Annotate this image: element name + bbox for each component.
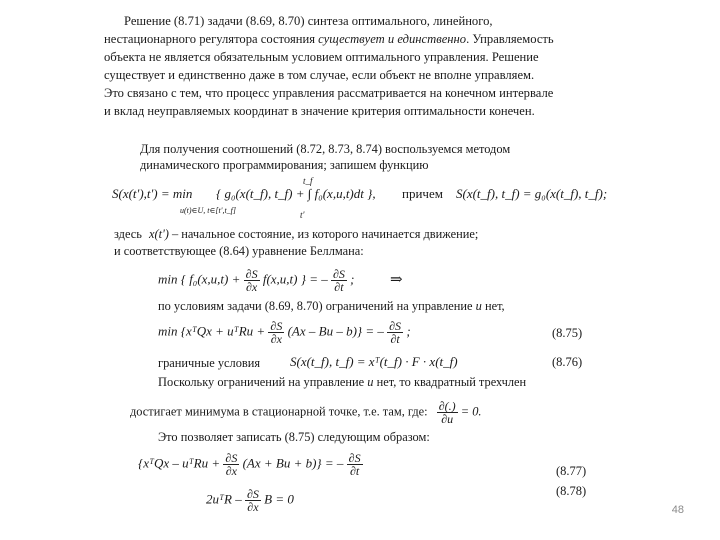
conditions-line: [158, 298, 505, 314]
eq5-partial: $\frac{\partial S}{\partial x}$: [225, 451, 238, 478]
paragraph-2-line-2: динамического программирования; запишем функцию: [140, 158, 429, 172]
eq1-brace-body: { g₀(x(t_f), t_f) + ∫ f₀(x,u,t)dt },: [216, 186, 376, 201]
eq1-under-min: u(t)∈U, t∈[t',t_f]: [180, 206, 236, 215]
eq3-mid: (Ax – Bu – b)} = –: [287, 323, 384, 339]
allows-line: Это позволяет записать (8.75) следующим образом:: [158, 430, 430, 444]
since-a: Поскольку ограничений на управление: [158, 375, 365, 389]
eq3-rhs-partial: $\frac{\partial S}{\partial t}$: [389, 319, 402, 346]
eq2-mid: f(x,u,t) } = –: [262, 271, 328, 287]
eq1-left: S(x(t'),t') = min: [112, 186, 193, 201]
paragraph-1-line-4: существует и единственно даже в том случае, если объект не вполне управляем.: [104, 68, 535, 82]
equation-8-78: [206, 488, 294, 513]
eq2-partial: $\frac{\partial S}{\partial x}$: [245, 267, 258, 294]
paragraph-1-line-3: объекта не является обязательным условием оптимального управления. Решение: [104, 50, 539, 64]
line-2-emphasis: существует и единственно: [318, 32, 467, 46]
equation-number-8-77: (8.77): [556, 464, 587, 478]
eq6-mid: B = 0: [264, 491, 294, 507]
paragraph-2-line-1: Для получения соотношений (8.72, 8.73, 8.74) воспользуемся методом: [140, 142, 511, 156]
since-line: [158, 374, 526, 390]
eq1-int-upper: t_f: [303, 176, 313, 186]
cond-b: нет,: [481, 299, 505, 313]
since-u: u: [367, 375, 374, 389]
eq6-partial: $\frac{\partial S}{\partial x}$: [246, 487, 259, 514]
eq2-min: min: [158, 271, 178, 287]
equation-8-77: [138, 452, 363, 477]
equation-number-8-75: (8.75): [552, 326, 583, 340]
here-a: здесь: [114, 227, 142, 241]
eq3-end: ;: [406, 323, 411, 339]
equation-number-8-78: (8.78): [556, 484, 587, 498]
here-line: [114, 226, 478, 242]
line-2-text-a: нестационарного регулятора состояния: [104, 32, 319, 46]
equation-number-8-76: (8.76): [552, 355, 583, 369]
attains-eq: = 0.: [460, 404, 482, 419]
attains-text: достигает минимума в стационарной точке, т.е. там, где:: [130, 404, 428, 419]
attains-partial: $\frac{\partial(.)}{\partial u}$: [438, 399, 456, 426]
eq5-body: {xᵀQx – uᵀRu +: [138, 455, 221, 471]
paragraph-1-line-5: Это связано с тем, что процесс управления рассматривается на конечном интервале: [104, 86, 554, 100]
cond-a: по условиям задачи (8.69, 8.70) ограничений на управление: [158, 299, 473, 313]
eq1-where: причем: [402, 186, 443, 201]
equation-8-76: S(x(t_f), t_f) = xᵀ(t_f) · F · x(t_f): [290, 354, 458, 369]
eq3-min: min: [158, 323, 178, 339]
eq1-right: S(x(t_f), t_f) = g₀(x(t_f), t_f);: [456, 186, 608, 201]
eq2-rhs-partial: $\frac{\partial S}{\partial t}$: [332, 267, 345, 294]
boundary-label: граничные условия: [158, 356, 261, 370]
here-b: – начальное состояние, из которого начинается движение;: [168, 227, 479, 241]
eq2-body: { f₀(x,u,t) +: [180, 271, 241, 287]
paragraph-1-line-6: и вклад неуправляемых координат в значение критерия оптимальности конечен.: [104, 104, 535, 118]
eq3-body: {xᵀQx + uᵀRu +: [180, 323, 266, 339]
eq5-rhs-partial: $\frac{\partial S}{\partial t}$: [348, 451, 361, 478]
line-2-text-c: . Управляемость: [466, 32, 554, 46]
eq5-mid: (Ax + Bu + b)} = –: [242, 455, 344, 471]
equation-8-75: [158, 320, 411, 345]
eq2-end: ;: [350, 271, 355, 287]
bellman-line: и соответствующее (8.64) уравнение Беллмана:: [114, 244, 364, 258]
eq1-int-lower: t': [300, 210, 305, 220]
equation-value-function: [112, 186, 192, 202]
paragraph-1-line-2: [104, 31, 554, 48]
eq6-left: 2uᵀR –: [206, 491, 242, 507]
since-b: нет, то квадратный трехчлен: [373, 375, 527, 389]
equation-bellman: [158, 268, 355, 293]
here-x: x(t'): [149, 227, 169, 241]
page-number: 48: [671, 504, 684, 516]
attains-line: [130, 400, 482, 425]
implies-arrow: ⇒: [390, 272, 403, 288]
cond-u: u: [475, 299, 482, 313]
eq3-partial: $\frac{\partial S}{\partial x}$: [270, 319, 283, 346]
paragraph-1-line-1: Решение (8.71) задачи (8.69, 8.70) синтеза оптимального, линейного,: [124, 14, 493, 28]
